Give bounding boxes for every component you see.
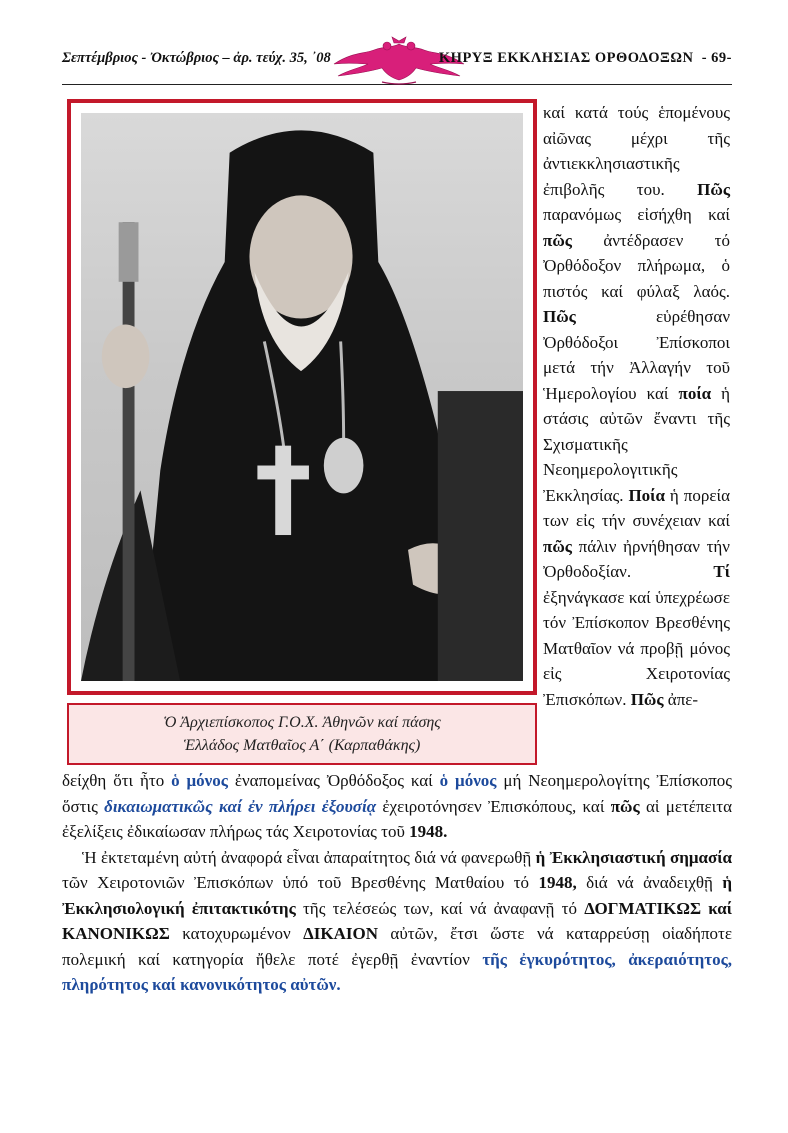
bold-text: Πῶς [543,307,576,326]
text-run: Ἡ ἐκτεταμένη αὐτή ἀναφορά εἶναι ἀπαραίτητος διά νά φανερωθῇ [82,847,536,867]
text-run: πάλιν ἠρνήθησαν τήν Ὀρθοδοξίαν. [543,536,730,581]
bold-text: ἡ Ἐκκλησιαστική σημασία [535,847,733,867]
bold-text: πῶς [610,796,640,816]
bold-text: ποία [678,383,712,403]
text-run: αὐτῶν, ἔτσι ὥστε νά καταρρεύσῃ οἱαδήποτε πολεμική καί κατηγορία ἤθελε ποτέ ἐγερθῇ ἐναντίον [62,924,732,969]
text-run: δείχθη ὅτι ἦτο [62,771,172,790]
text-run: διά νά ἀναδειχθῇ [576,873,723,892]
emphasis-text: τῆς ἐγκυρότητος, ἀκεραιότητος, πληρότητος καί κανονικότητος αὐτῶν. [62,949,732,994]
text-run: ἡ πορεία των εἰς τήν συνέχειαν καί [543,485,730,530]
paragraph-continuation [62,768,732,845]
text-run: εὑρέθησαν Ὀρθόδοξοι Ἐπίσκοποι μετά τήν Ἀλλαγήν τοῦ Ἡμερολογίου καί [543,307,730,403]
portrait-illustration [81,113,523,681]
emphasis-text: ὁ μόνος [171,771,228,790]
bold-text: ΔΙΚΑΙΟΝ [303,924,378,943]
bold-text: 1948, [538,873,577,892]
bold-text: πῶς [543,536,572,556]
right-column-text [543,100,730,712]
text-run: τῆς τελέσεώς των, καί νά ἀναφανῇ τό [295,898,585,918]
portrait-photo-icon [81,113,523,681]
full-width-text [62,768,732,998]
page-header [62,34,732,85]
caption-line: Ἑλλάδος Ματθαῖος Α΄ (Καρπαθάκης) [183,737,421,754]
text-run: ἀντέδρασεν τό Ὀρθόδοξον πλήρωμα, ὁ πιστός καί φύλαξ λαός. [543,230,730,301]
issue-date: Σεπτέμβριος - Ὀκτώβριος – ἀρ. τεύχ. 35, ᾽08 [62,50,331,66]
text-run: κατοχυρωμένον [169,924,304,943]
journal-title: ΚΗΡΥΞ ΕΚΚΛΗΣΙΑΣ ΟΡΘΟΔΟΞΩΝ [438,50,694,66]
emphasis-text: ὁ μόνος [439,771,497,790]
text-run: ἐναπομείνας Ὀρθόδοξος καί [227,771,440,790]
bold-text: ἡ Ἐκκλησιολογική ἐπιτακτικότης [62,873,732,918]
bold-text: Πῶς [630,689,664,709]
bold-text: Τί [713,562,730,581]
text-run: παρανόμως εἰσήχθη καί [543,205,730,224]
text-run: αἱ μετέπειτα ἐξελίξεις ἐδικαίωσαν πλήρως τάς Χειροτονίας τοῦ [62,796,732,841]
text-run: τῶν Χειροτονιῶν Ἐπισκόπων ὑπό τοῦ Βρεσθένης Ματθαίου τό [62,873,539,892]
text-run: ἀπε- [663,689,699,709]
text-run: καί κατά τούς ἑπομένους αἰῶνας μέχρι τῆς ἀντιεκκλησιαστικῆς ἐπιβολῆς του. [543,103,730,199]
column-paragraph [543,100,730,712]
paragraph [62,845,732,998]
caption-line: Ὁ Ἀρχιεπίσκοπος Γ.Ο.Χ. Ἀθηνῶν καί πάσης [163,714,441,731]
photo-frame [67,99,537,695]
text-run: ἐχειροτόνησεν Ἐπισκόπους, καί [376,796,611,816]
journal-title-and-page [439,50,732,67]
page-number: - 69- [701,50,732,66]
emphasis-text: δικαιωματικῶς καί ἐν πλήρει ἐξουσίᾳ [104,796,377,816]
bold-text: Ποία [628,485,665,505]
bold-text: 1948. [409,822,448,841]
bold-text: ΔΟΓΜΑΤΙΚΩΣ καί ΚΑΝΟΝΙΚΩΣ [62,898,733,943]
text-run: ἐξηνάγκασε καί ὑπεχρέωσε τόν Ἐπίσκοπον Βρεσθένης Ματθαῖον νά προβῇ μόνος εἰς Χειροτονίας Ἐπισκόπων. [543,587,730,709]
text-run: ἡ στάσις αὐτῶν ἔναντι τῆς Σχισματικῆς Νεοημερολογιτικῆς Ἐκκλησίας. [543,383,730,505]
bold-text: Πῶς [697,179,730,199]
photo-caption [67,703,537,765]
bold-text: πῶς [543,230,572,250]
text-run: μή Νεοημερολογίτης Ἐπίσκοπος ὅστις [62,771,733,816]
